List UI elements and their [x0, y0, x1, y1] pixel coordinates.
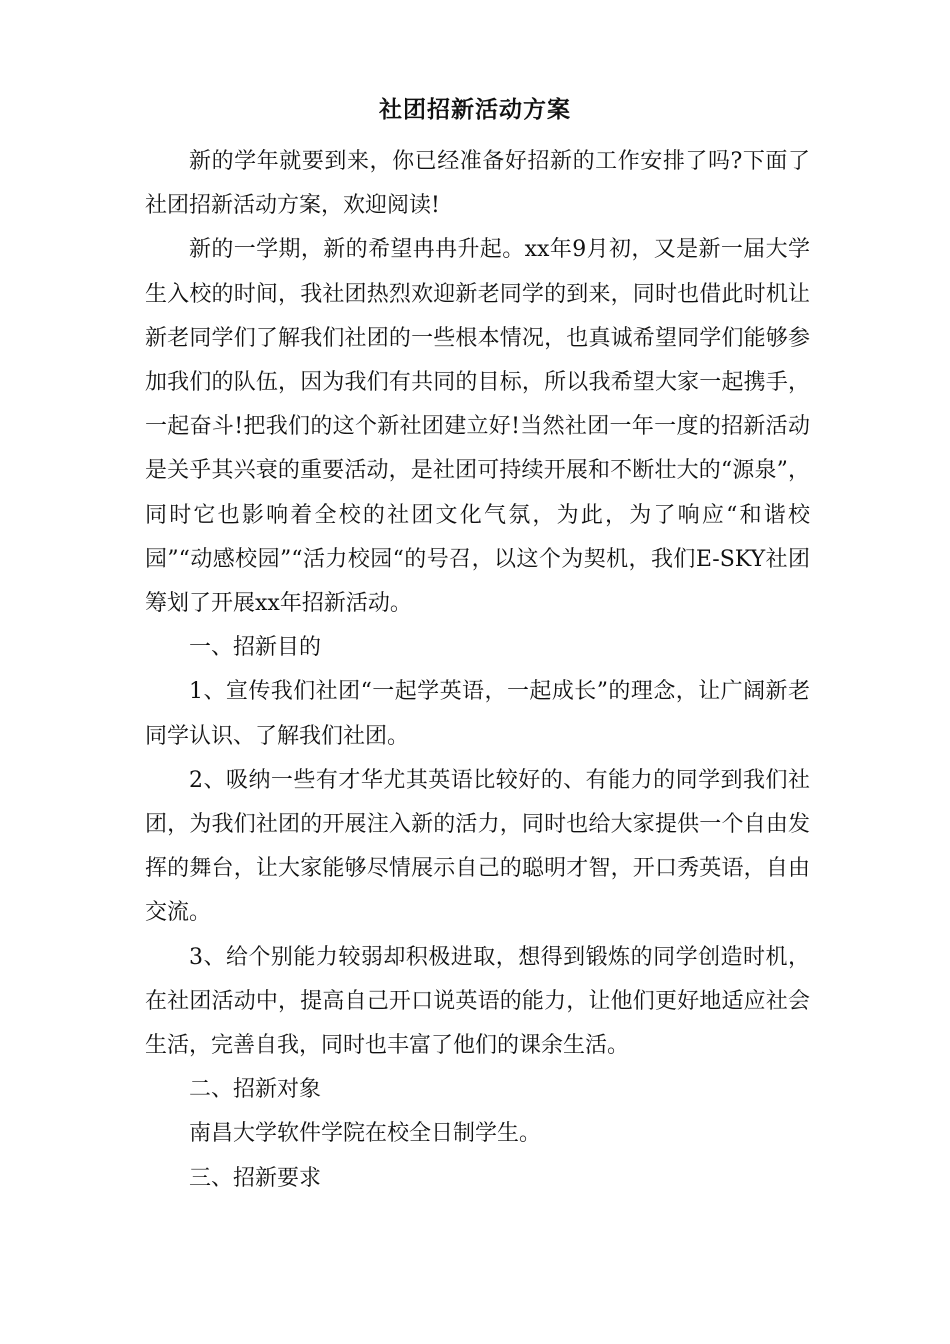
document-body [145, 140, 810, 1201]
section-heading-purpose: 一、招新目的 [189, 635, 322, 661]
paragraph-background: 新的一学期，新的希望冉冉升起。xx年9月初，又是新一届大学生入校的时间，我社团热烈欢迎新老同学的到来，同时也借此时机让新老同学们了解我们社团的一些根本情况，也真诚希望同学们能够参加我们的队伍，因为我们有共同的目标，所以我希望大家一起携手，一起奋斗!把我们的这个新社团建立好!当然社团一年一度的招新活动是关乎其兴衰的重要活动，是社团可持续开展和不断壮大的“源泉”，同时它也影响着全校的社团文化气氛，为此，为了响应“和谐校园”“动感校园”“活力校园“的号召，以这个为契机，我们E-SKY社团筹划了开展xx年招新活动。 [145, 237, 810, 617]
purpose-item-2: 2、吸纳一些有才华尤其英语比较好的、有能力的同学到我们社团，为我们社团的开展注入新的活力，同时也给大家提供一个自由发挥的舞台，让大家能够尽情展示自己的聪明才智，开口秀英语，自由交流。 [145, 767, 810, 926]
section-heading-requirements: 三、招新要求 [189, 1165, 322, 1191]
purpose-item-1: 1、宣传我们社团“一起学英语，一起成长”的理念，让广阔新老同学认识、了解我们社团。 [145, 679, 810, 749]
section-heading-target: 二、招新对象 [189, 1077, 322, 1103]
purpose-item-3: 3、给个别能力较弱却积极进取，想得到锻炼的同学创造时机，在社团活动中，提高自己开口说英语的能力，让他们更好地适应社会生活，完善自我，同时也丰富了他们的课余生活。 [145, 944, 810, 1059]
paragraph-intro: 新的学年就要到来，你已经准备好招新的工作安排了吗?下面了社团招新活动方案，欢迎阅读! [145, 149, 810, 219]
document-title: 社团招新活动方案 [379, 96, 571, 123]
target-description: 南昌大学软件学院在校全日制学生。 [189, 1121, 542, 1147]
